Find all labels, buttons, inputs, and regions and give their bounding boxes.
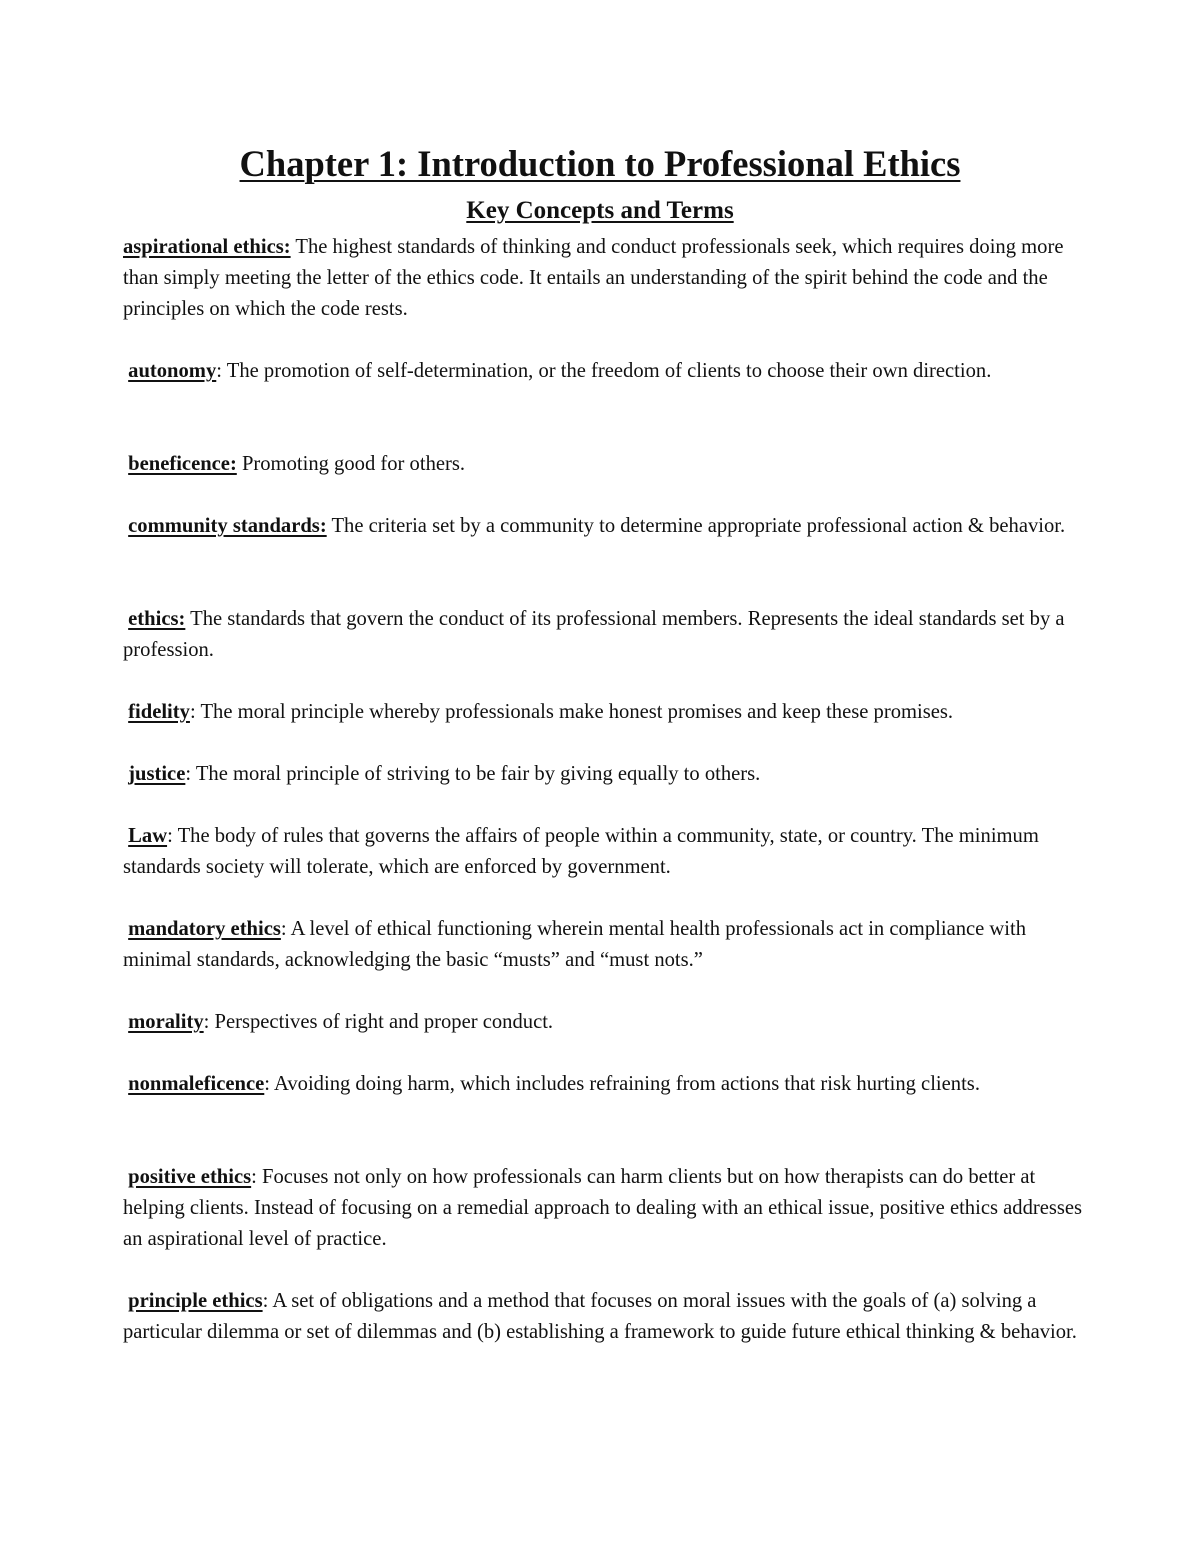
glossary-term: Law [128, 825, 168, 847]
glossary-definition: Promoting good for others. [241, 453, 466, 475]
glossary-definition: The criteria set by a community to determine appropriate professional action & behavior. [331, 515, 1066, 537]
glossary-definition: The moral principle of striving to be fair by giving equally to others. [195, 763, 761, 785]
glossary-entry-community-standards [123, 511, 1088, 542]
glossary-entry-autonomy [123, 356, 1088, 387]
term-separator: : [185, 763, 196, 785]
glossary-entry-nonmaleficence [123, 1069, 1088, 1100]
glossary-term: principle ethics [128, 1290, 263, 1312]
page-subtitle: Key Concepts and Terms [466, 197, 734, 224]
term-separator: : [251, 1166, 263, 1188]
term-separator: : [264, 1073, 275, 1095]
term-separator: : [189, 701, 201, 723]
glossary-definition: The moral principle whereby professionals make honest promises and keep these promises. [200, 701, 954, 723]
glossary-definition: Perspectives of right and proper conduct. [214, 1011, 554, 1033]
glossary-term: mandatory ethics [128, 918, 281, 940]
glossary-term: morality [128, 1011, 204, 1033]
glossary-definition: The highest standards of thinking and conduct professionals seek, which requires doing more than simply meeting the letter of the ethics code. It entails an understanding of the spirit behind the code and the principles on which the code rests. [123, 236, 1064, 320]
glossary-term: nonmaleficence [128, 1073, 265, 1095]
term-separator: : [280, 918, 291, 940]
glossary-definition: The standards that govern the conduct of its professional members. Represents the ideal standards set by a profession. [123, 608, 1065, 661]
glossary-definition: A set of obligations and a method that focuses on moral issues with the goals of (a) solving a particular dilemma or set of dilemmas and (b) establishing a framework to guide future ethical thinking & behavior. [123, 1290, 1077, 1343]
glossary-term: community standards: [128, 515, 327, 537]
glossary-definition: The promotion of self-determination, or the freedom of clients to choose their own direction. [226, 360, 992, 382]
glossary-term: ethics: [128, 608, 186, 630]
glossary-entry-fidelity [123, 697, 1088, 728]
glossary-entry-positive-ethics [123, 1162, 1088, 1255]
term-separator: : [203, 1011, 215, 1033]
glossary-entry-mandatory-ethics [123, 914, 1088, 976]
glossary-entry-aspirational-ethics [123, 232, 1088, 325]
glossary-definition: The body of rules that governs the affairs of people within a community, state, or country. The minimum standards society will tolerate, which are enforced by government. [123, 825, 1039, 878]
term-separator: : [262, 1290, 273, 1312]
glossary-term: beneficence: [128, 453, 237, 475]
glossary-definition: A level of ethical functioning wherein mental health professionals act in compliance with minimal standards, acknowledging the basic “musts” and “must nots.” [123, 918, 1027, 971]
glossary-entry-morality [123, 1007, 1088, 1038]
glossary-definition: Avoiding doing harm, which includes refraining from actions that risk hurting clients. [274, 1073, 980, 1095]
glossary-term: autonomy [128, 360, 217, 382]
term-separator: : [167, 825, 178, 847]
glossary-entry-law [123, 821, 1088, 883]
glossary-entry-justice [123, 759, 1088, 790]
page-title: Chapter 1: Introduction to Professional Ethics [239, 143, 961, 184]
glossary-entry-principle-ethics [123, 1286, 1088, 1348]
glossary-term: justice [128, 763, 186, 785]
glossary-term: fidelity [128, 701, 190, 723]
term-separator: : [216, 360, 227, 382]
glossary-term: aspirational ethics: [123, 236, 291, 258]
glossary-entry-ethics [123, 604, 1088, 666]
glossary-entry-beneficence [123, 449, 1088, 480]
glossary-term: positive ethics [128, 1166, 252, 1188]
glossary-definition: Focuses not only on how professionals can harm clients but on how therapists can do better at helping clients. Instead of focusing on a remedial approach to dealing with an ethical issue, positive ethics addresses an aspirational level of practice. [123, 1166, 1083, 1250]
